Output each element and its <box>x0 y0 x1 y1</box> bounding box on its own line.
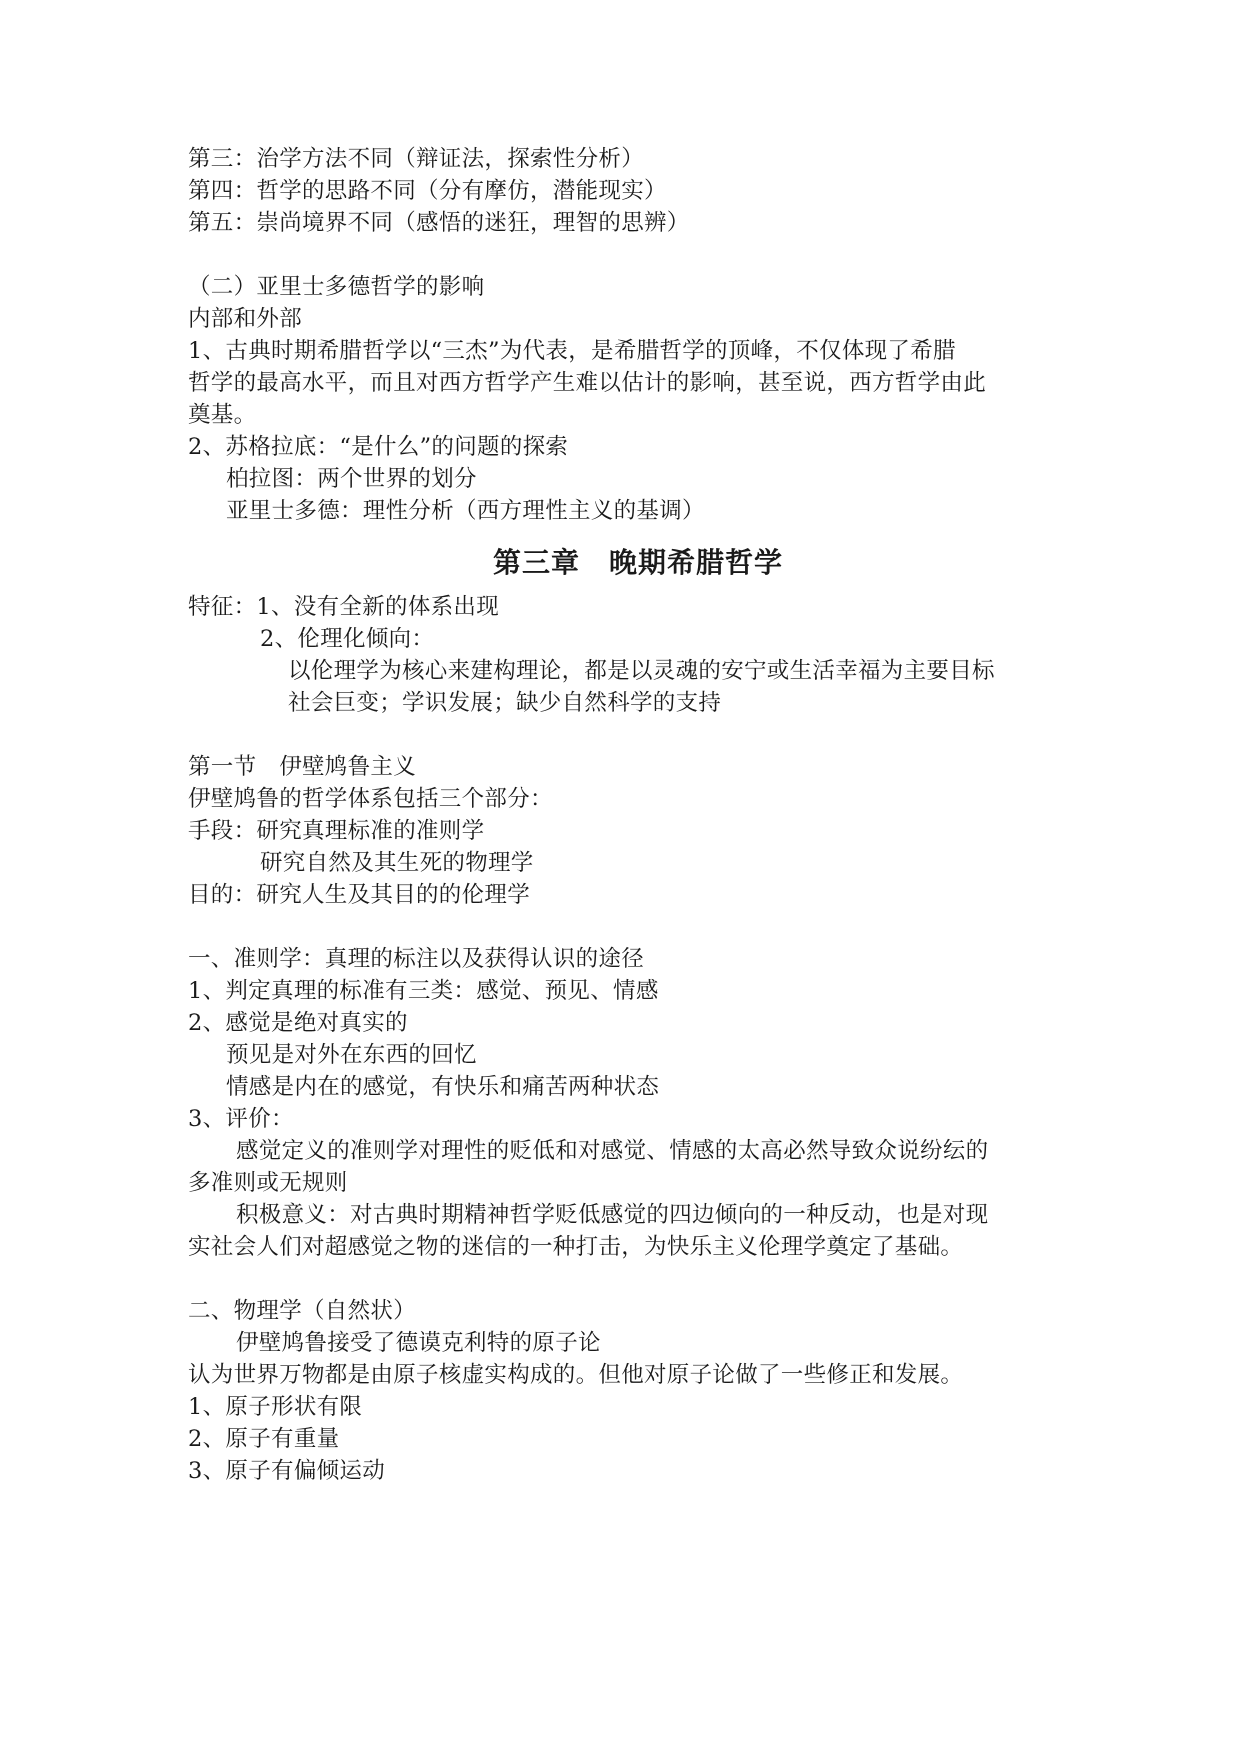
text-line: 伊壁鸠鲁的哲学体系包括三个部分： <box>188 786 553 812</box>
text-line: 实社会人们对超感觉之物的迷信的一种打击，为快乐主义伦理学奠定了基础。 <box>188 1234 964 1260</box>
text-line: 2、苏格拉底：“是什么”的问题的探索 <box>188 434 569 460</box>
text-line: 研究自然及其生死的物理学 <box>260 850 534 876</box>
text-line: 2、原子有重量 <box>188 1426 340 1452</box>
blank-line <box>188 719 1088 751</box>
text-line: 情感是内在的感觉，有快乐和痛苦两种状态 <box>226 1074 660 1100</box>
text-line: 2、感觉是绝对真实的 <box>188 1010 408 1036</box>
text-line: 1、古典时期希腊哲学以“三杰”为代表，是希腊哲学的顶峰，不仅体现了希腊 <box>188 338 956 364</box>
text-line: 奠基。 <box>188 402 257 428</box>
section-heading: （二）亚里士多德哲学的影响 <box>188 274 485 300</box>
text-line: 3、评价： <box>188 1106 294 1132</box>
text-line: 第四：哲学的思路不同（分有摩仿，潜能现实） <box>188 178 667 204</box>
text-line: 特征：1、没有全新的体系出现 <box>188 594 500 620</box>
text-line: 1、原子形状有限 <box>188 1394 363 1420</box>
text-line: 感觉定义的准则学对理性的贬低和对感觉、情感的太高必然导致众说纷纭的 <box>236 1138 989 1164</box>
text-line: 手段：研究真理标准的准则学 <box>188 818 485 844</box>
text-line: 伊壁鸠鲁接受了德谟克利特的原子论 <box>236 1330 601 1356</box>
text-line: 预见是对外在东西的回忆 <box>226 1042 477 1068</box>
blank-line <box>188 1263 1088 1295</box>
blank-line <box>188 911 1088 943</box>
section-heading: 二、物理学（自然状） <box>188 1298 417 1324</box>
text-line: 2、伦理化倾向： <box>260 626 435 652</box>
text-line: 第三：治学方法不同（辩证法，探索性分析） <box>188 146 645 172</box>
blank-line <box>188 239 1088 271</box>
text-line: 目的：研究人生及其目的的伦理学 <box>188 882 531 908</box>
document-page <box>188 143 1088 1487</box>
text-line: 社会巨变；学识发展；缺少自然科学的支持 <box>288 690 722 716</box>
text-line: 1、判定真理的标准有三类：感觉、预见、情感 <box>188 978 659 1004</box>
text-line: 柏拉图：两个世界的划分 <box>226 466 477 492</box>
chapter-title: 第三章 晚期希腊哲学 <box>492 546 783 579</box>
text-line: 第五：崇尚境界不同（感悟的迷狂，理智的思辨） <box>188 210 690 236</box>
text-line: 多准则或无规则 <box>188 1170 348 1196</box>
text-line: 积极意义：对古典时期精神哲学贬低感觉的四边倾向的一种反动，也是对现 <box>236 1202 989 1228</box>
text-line: 哲学的最高水平，而且对西方哲学产生难以估计的影响，甚至说，西方哲学由此 <box>188 370 987 396</box>
text-line: 内部和外部 <box>188 306 303 332</box>
text-line: 认为世界万物都是由原子核虚实构成的。但他对原子论做了一些修正和发展。 <box>188 1362 964 1388</box>
section-heading: 一、准则学：真理的标注以及获得认识的途径 <box>188 946 645 972</box>
text-line: 以伦理学为核心来建构理论，都是以灵魂的安宁或生活幸福为主要目标 <box>288 658 995 684</box>
text-line: 亚里士多德：理性分析（西方理性主义的基调） <box>226 498 705 524</box>
section-heading: 第一节 伊壁鸠鲁主义 <box>188 754 417 780</box>
text-line: 3、原子有偏倾运动 <box>188 1458 386 1484</box>
